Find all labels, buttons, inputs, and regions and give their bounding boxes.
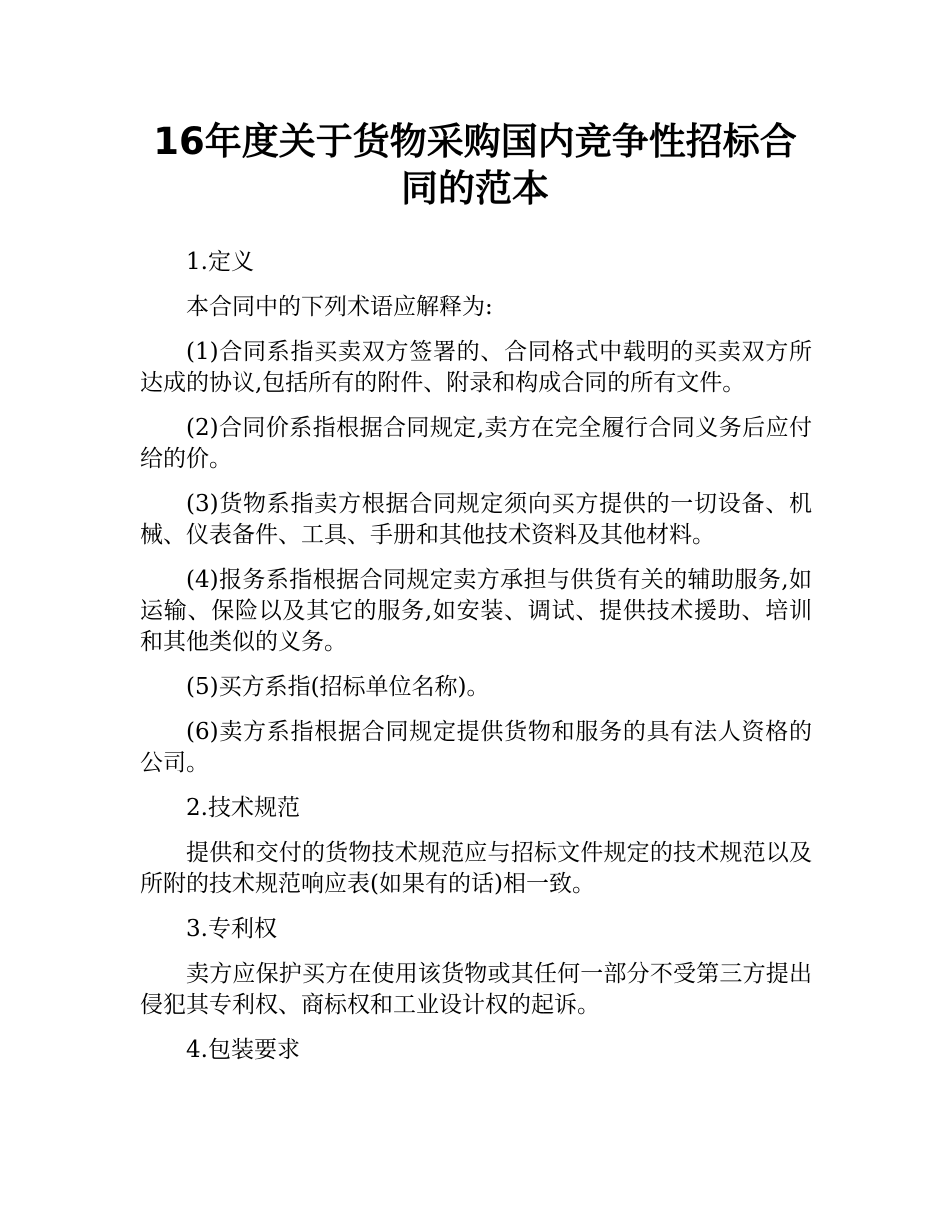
paragraph: (3)货物系指卖方根据合同规定须向买方提供的一切设备、机械、仪表备件、工具、手册和其他技术资料及其他材料。 xyxy=(140,491,812,548)
paragraph: (1)合同系指买卖双方签署的、合同格式中载明的买卖双方所达成的协议,包括所有的附件、附录和构成合同的所有文件。 xyxy=(140,339,812,396)
document-body xyxy=(140,247,812,1080)
paragraph: (6)卖方系指根据合同规定提供货物和服务的具有法人资格的公司。 xyxy=(140,719,812,776)
section-heading-definitions: 1.定义 xyxy=(186,249,254,275)
paragraph: (4)报务系指根据合同规定卖方承担与供货有关的辅助服务,如运输、保险以及其它的服务,如安装、调试、提供技术援助、培训和其他类似的义务。 xyxy=(140,567,812,655)
paragraph: (5)买方系指(招标单位名称)。 xyxy=(186,674,490,700)
section-heading-patent-rights: 3.专利权 xyxy=(186,916,277,942)
paragraph: (2)合同价系指根据合同规定,卖方在完全履行合同义务后应付给的价。 xyxy=(140,415,812,472)
section-heading-technical-specs: 2.技术规范 xyxy=(186,795,300,821)
paragraph: 本合同中的下列术语应解释为: xyxy=(186,294,493,320)
paragraph: 提供和交付的货物技术规范应与招标文件规定的技术规范以及所附的技术规范响应表(如果有的话)相一致。 xyxy=(140,840,812,897)
paragraph: 卖方应保护买方在使用该货物或其任何一部分不受第三方提出侵犯其专利权、商标权和工业设计权的起诉。 xyxy=(140,961,812,1018)
document-title: 16年度关于货物采购国内竞争性招标合同的范本 xyxy=(153,120,797,210)
section-heading-packaging: 4.包装要求 xyxy=(186,1037,300,1063)
